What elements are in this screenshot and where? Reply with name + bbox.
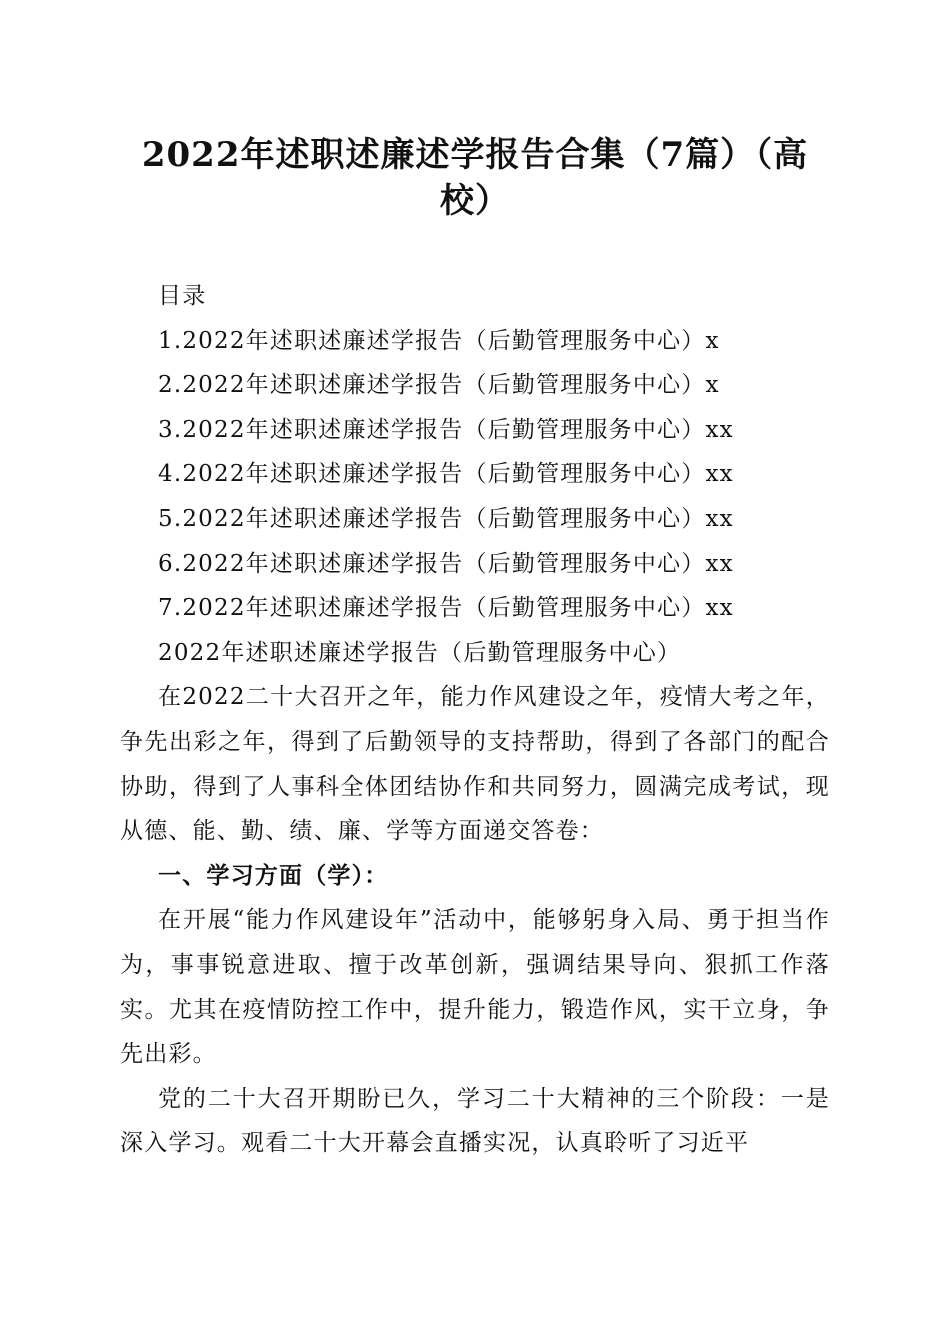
toc-item[interactable]: 7.2022年述职述廉述学报告（后勤管理服务中心）xx — [158, 595, 734, 622]
toc-item[interactable]: 6.2022年述职述廉述学报告（后勤管理服务中心）xx — [158, 550, 734, 577]
toc-item[interactable]: 5.2022年述职述廉述学报告（后勤管理服务中心）xx — [158, 505, 734, 532]
toc-item[interactable]: 1.2022年述职述廉述学报告（后勤管理服务中心）x — [158, 327, 720, 354]
toc-heading: 目录 — [158, 283, 207, 309]
document-body — [120, 274, 830, 1166]
toc-item[interactable]: 2.2022年述职述廉述学报告（后勤管理服务中心）x — [158, 372, 720, 399]
body-paragraph: 在开展“能力作风建设年”活动中，能够躬身入局、勇于担当作为，事事锐意进取、擅于改革创新，强调结果导向、狠抓工作落实。尤其在疫情防控工作中，提升能力，锻造作风，实干立身，争先出彩。 — [120, 907, 830, 1068]
toc-item[interactable]: 3.2022年述职述廉述学报告（后勤管理服务中心）xx — [158, 416, 734, 443]
body-paragraph: 党的二十大召开期盼已久，学习二十大精神的三个阶段：一是深入学习。观看二十大开幕会直播实况，认真聆听了习近平 — [120, 1085, 830, 1157]
toc-item[interactable]: 4.2022年述职述廉述学报告（后勤管理服务中心）xx — [158, 461, 734, 488]
section-title: 2022年述职述廉述学报告（后勤管理服务中心） — [158, 639, 682, 666]
intro-paragraph: 在2022二十大召开之年，能力作风建设之年，疫情大考之年，争先出彩之年，得到了后勤领导的支持帮助，得到了各部门的配合协助，得到了人事科全体团结协作和共同努力，圆满完成考试，现从德、能、勤、绩、廉、学等方面递交答卷： — [120, 684, 830, 845]
section-heading-study: 一、学习方面（学）： — [158, 862, 389, 889]
document-title: 2022年述职述廉述学报告合集（7篇）（高校） — [141, 135, 809, 221]
